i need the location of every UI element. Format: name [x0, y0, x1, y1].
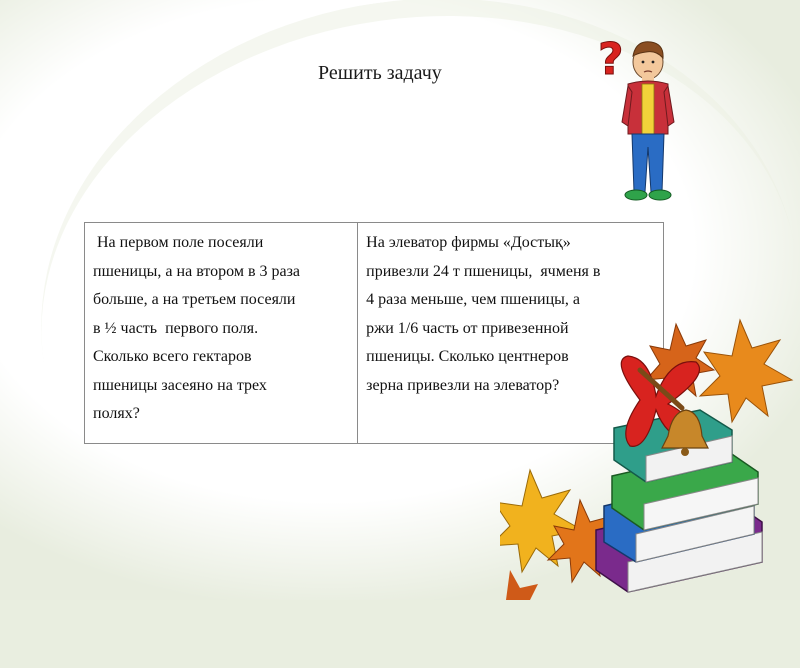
task-2-line: привезли 24 т пшеницы, ячменя в — [366, 262, 601, 280]
books-and-leaves-illustration — [500, 300, 800, 600]
task-2-line: зерна привезли на элеватор? — [366, 376, 560, 394]
maple-leaf-icon — [506, 570, 538, 600]
task-2-line: пшеницы. Сколько центнеров — [366, 348, 569, 365]
maple-leaf-icon — [700, 320, 792, 422]
task-1-line: пшеницы, а на втором в 3 раза — [93, 262, 301, 280]
task-2-line: ржи 1/6 часть от привезенной — [366, 319, 569, 337]
task-1-line: пшеницы засеяно на трех — [93, 376, 267, 394]
slide-title: Решить задачу — [318, 62, 442, 84]
task-1-line: Сколько всего гектаров — [93, 348, 252, 365]
task-1-line: На первом поле посеяли — [93, 234, 264, 251]
thinking-boy-illustration — [596, 22, 676, 207]
task-1-line: полях? — [93, 405, 140, 422]
task-1-line: в ½ часть первого поля. — [93, 319, 259, 337]
task-cell-1 — [85, 223, 358, 444]
question-mark-icon: ? — [598, 34, 624, 85]
task-2-line: 4 раза меньше, чем пшеницы, а — [366, 291, 580, 308]
task-2-line: На элеватор фирмы «Достық» — [366, 234, 571, 251]
task-1-line: больше, а на третьем посеяли — [93, 291, 296, 308]
